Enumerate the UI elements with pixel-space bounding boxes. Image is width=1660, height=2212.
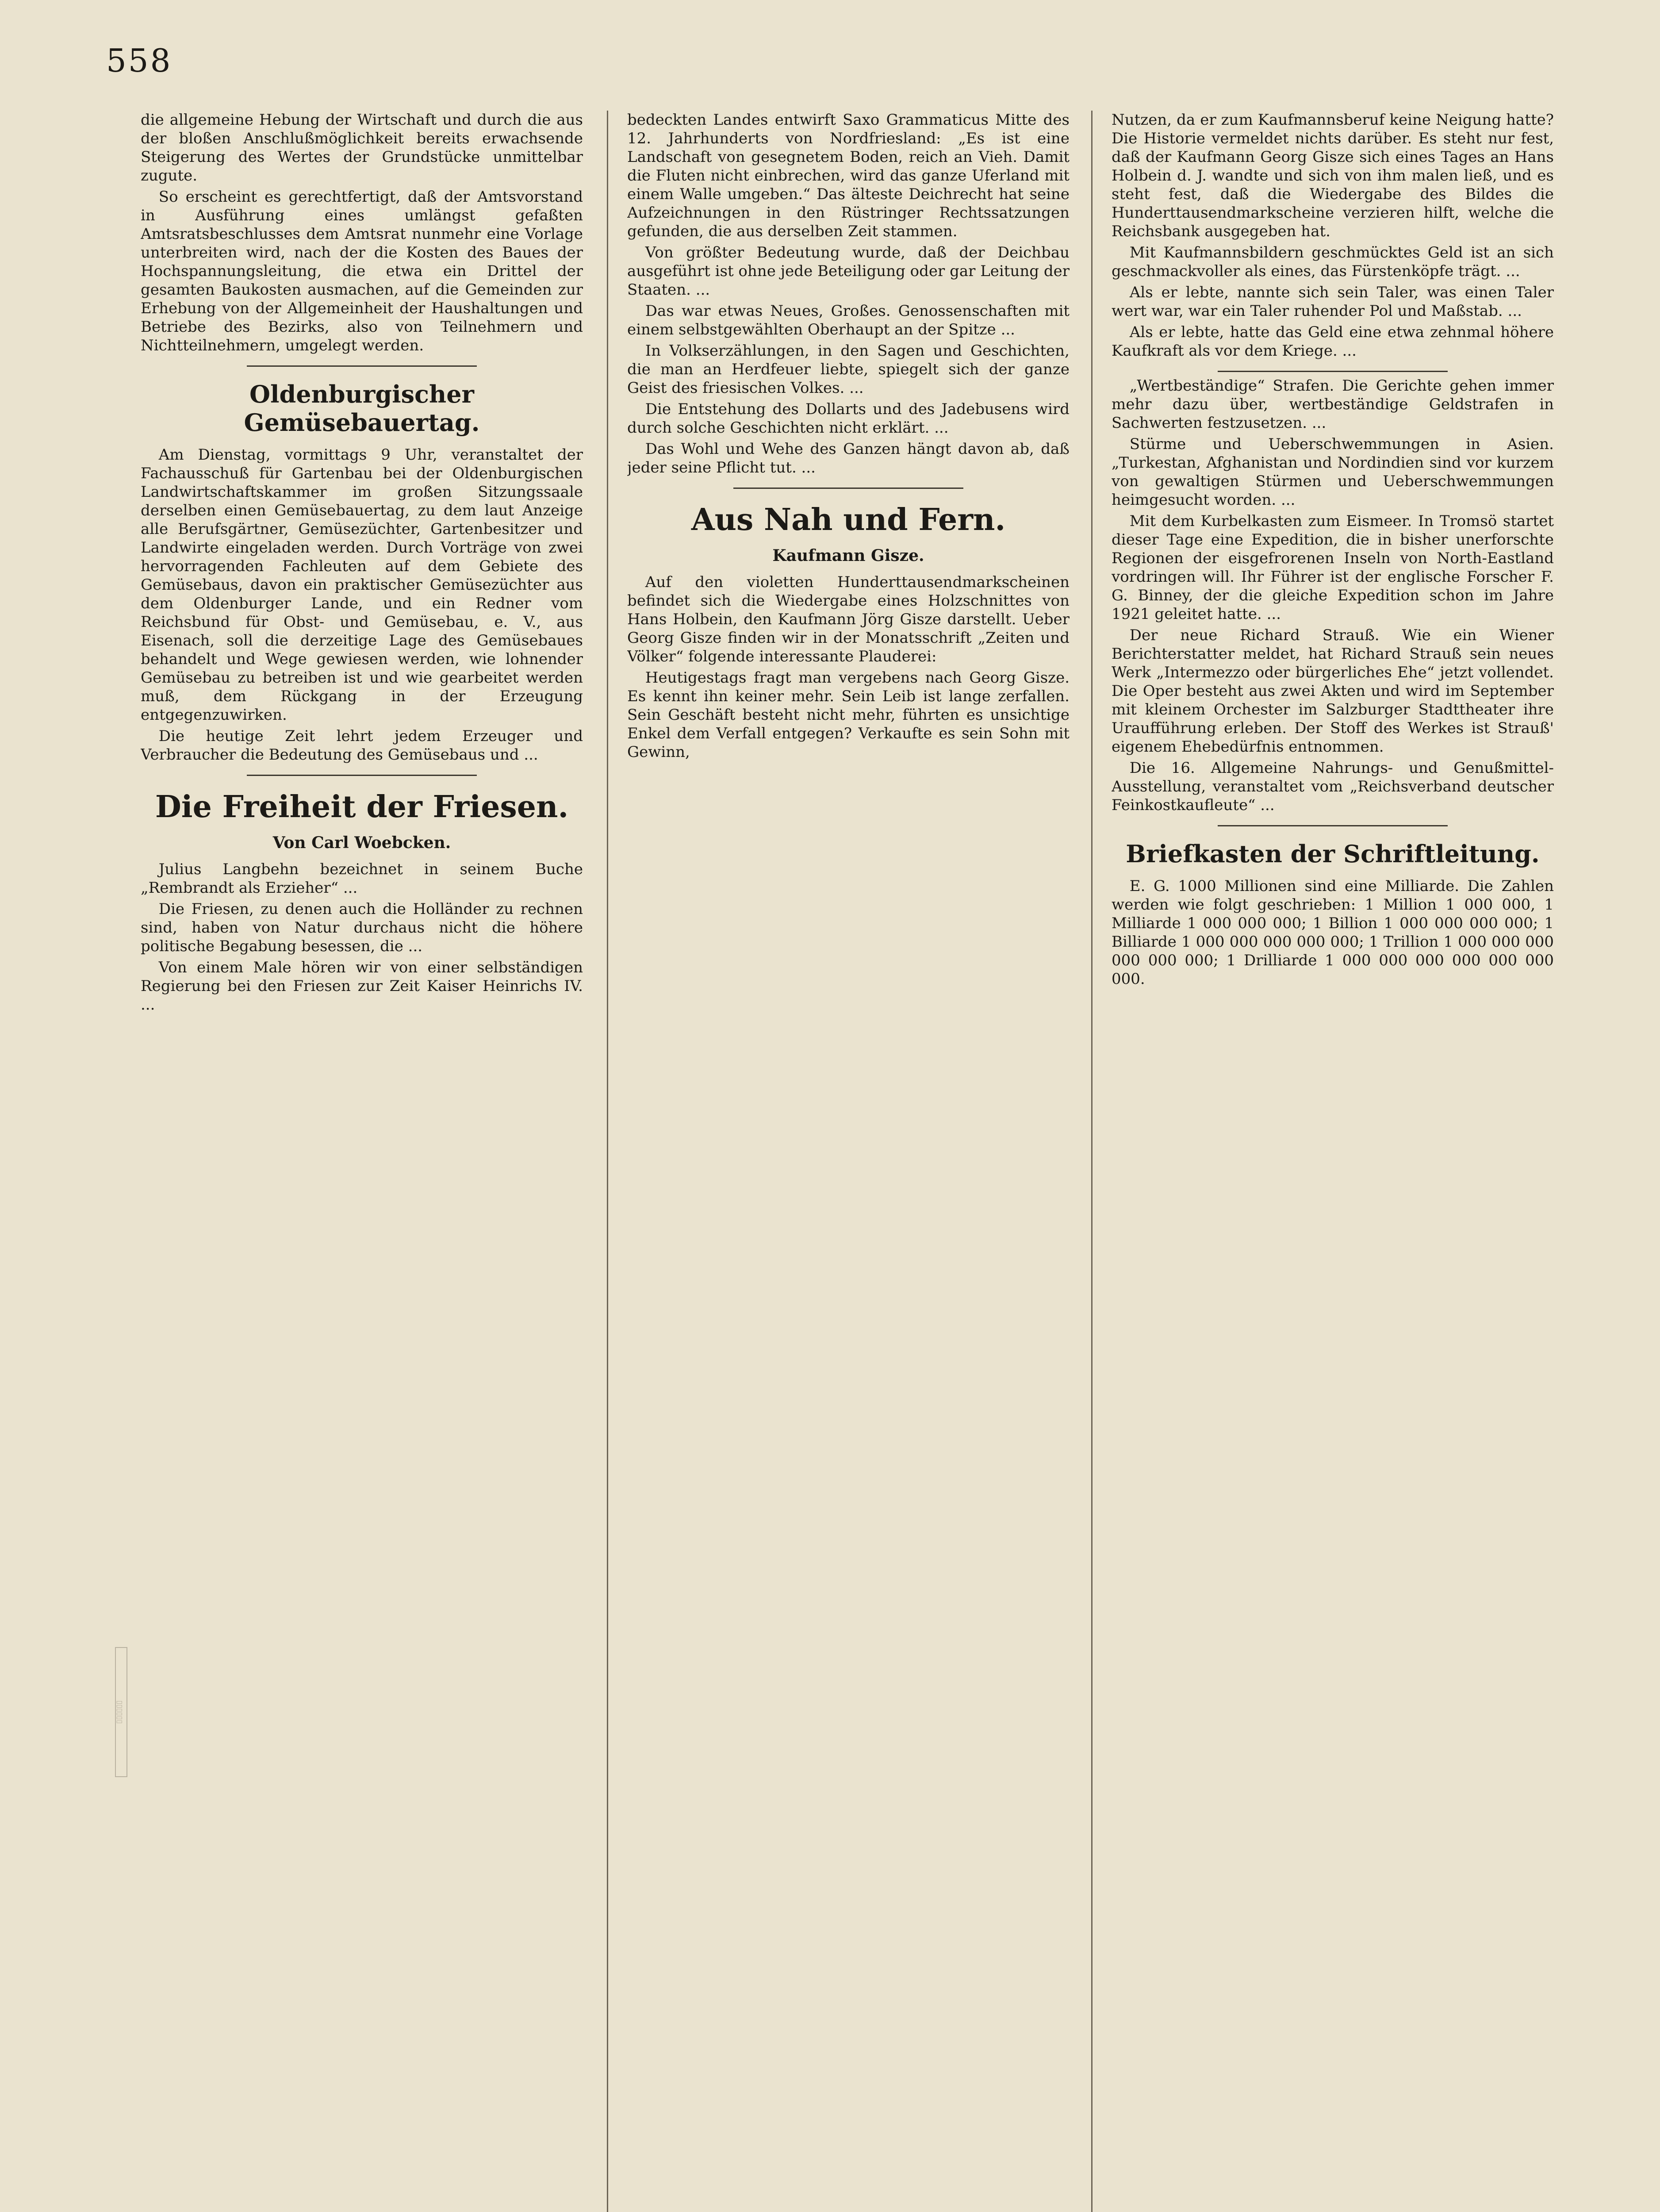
byline: Von Carl Woebcken. bbox=[272, 833, 451, 852]
paragraph: Von einem Male hören wir von einer selbständigen Regierung bei den Friesen zur Zeit Kaiser Heinrichs IV. ... bbox=[141, 959, 583, 1014]
paragraph: So erscheint es gerechtfertigt, daß der Amtsvorstand in Ausführung eines umlängst gefaßten Amtsratsbeschlusses dem Amtsrat nunmehr eine Vorlage unterbreiten wird, nach der die Kosten des Baues der Hochspannungsleitung, die etwa ein Drittel der gesamten Baukosten ausmachen, auf die Gemeinden zur Erhebung von der Allgemeinheit der Haushaltungen und Betriebe des Bezirks, also von Teilnehmern und Nichtteilnehmern, umgelegt werden. bbox=[141, 188, 583, 354]
library-stamp bbox=[113, 1646, 130, 1778]
section-divider bbox=[1218, 825, 1448, 826]
svg-text:▯▯▯▯▯▯: ▯▯▯▯▯▯ bbox=[115, 1700, 123, 1724]
column-rule bbox=[607, 111, 608, 2212]
section-divider bbox=[247, 365, 477, 367]
section-divider bbox=[1218, 371, 1448, 372]
paragraph: Der neue Richard Strauß. Wie ein Wiener Berichterstatter meldet, hat Richard Strauß sein neues Werk „Intermezzo oder bürgerliches Ehe“ jetzt vollendet. Die Oper besteht aus zwei Akten und wird im September mit kleinem Orchester im Salzburger Stadttheater ihre Uraufführung erleben. Der Stoff des Werkes ist Strauß' eigenem Ehebedürfnis entnommen. bbox=[1112, 626, 1554, 756]
column-rule bbox=[1091, 111, 1093, 2212]
paragraph: Stürme und Ueberschwemmungen in Asien. „Turkestan, Afghanistan und Nordindien sind vor kurzem von gewaltigen Stürmen und Ueberschwemmungen heimgesucht worden. ... bbox=[1112, 435, 1554, 509]
paragraph: Von größter Bedeutung wurde, daß der Deichbau ausgeführt ist ohne jede Beteiligung oder gar Leitung der Staaten. ... bbox=[627, 244, 1070, 299]
paragraph: E. G. 1000 Millionen sind eine Milliarde. Die Zahlen werden wie folgt geschrieben: 1 Million 1 000 000, 1 Milliarde 1 000 000 000; 1 Billion 1 000 000 000 000; 1 Billiarde 1 000 000 000 000 000; 1 Trillion 1 000 000 000 000 000 000; 1 Drilliarde 1 000 000 000 000 000 000 000. bbox=[1112, 877, 1554, 988]
paragraph: „Wertbeständige“ Strafen. Die Gerichte gehen immer mehr dazu über, wertbeständige Geldstrafen in Sachwerten festzusetzen. ... bbox=[1112, 377, 1554, 432]
paragraph: In Volkserzählungen, in den Sagen und Geschichten, die man an Herdfeuer liebte, spiegelt sich der ganze Geist des friesischen Volkes. ... bbox=[627, 342, 1070, 397]
paragraph: Mit Kaufmannsbildern geschmücktes Geld ist an sich geschmackvoller als eines, das Fürstenköpfe trägt. ... bbox=[1112, 244, 1554, 280]
paragraph: Das Wohl und Wehe des Ganzen hängt davon ab, daß jeder seine Pflicht tut. ... bbox=[627, 440, 1070, 476]
paragraph: Als er lebte, nannte sich sein Taler, was einen Taler wert war, war ein Taler ruhender Pol und Maßstab. ... bbox=[1112, 284, 1554, 320]
paragraph: Auf den violetten Hunderttausendmarkscheinen befindet sich die Wiedergabe eines Holzschnittes von Hans Holbein, den Kaufmann Jörg Gisze darstellt. Ueber Georg Gisze finden wir in der Monatsschrift „Zeiten und Völker“ folgende interessante Plauderei: bbox=[627, 573, 1070, 665]
paragraph: Heutigestags fragt man vergebens nach Georg Gisze. Es kennt ihn keiner mehr. Sein Leib ist lange zerfallen. Sein Geschäft besteht nicht mehr, führten es unsichtige Enkel dem Verfall entgegen? Verkaufte es sein Sohn mit Gewinn, bbox=[627, 669, 1070, 761]
page-number: 558 bbox=[106, 42, 173, 79]
paragraph: Julius Langbehn bezeichnet in seinem Buche „Rembrandt als Erzieher“ ... bbox=[141, 860, 583, 897]
section-headline: Briefkasten der Schriftleitung. bbox=[1126, 840, 1540, 868]
column-1 bbox=[141, 111, 583, 2212]
paragraph: Als er lebte, hatte das Geld eine etwa zehnmal höhere Kaufkraft als vor dem Kriege. ... bbox=[1112, 323, 1554, 360]
section-divider bbox=[247, 775, 477, 776]
paragraph: Mit dem Kurbelkasten zum Eismeer. In Tromsö startet dieser Tage eine Expedition, die in bisher unerforschte Regionen der eisgefrorenen Inseln von North-Eastland vordringen will. Ihr Führer ist der englische Forscher F. G. Binney, der die gleiche Expedition schon im Jahre 1921 geleitet hatte. ... bbox=[1112, 512, 1554, 623]
subheadline: Kaufmann Gisze. bbox=[772, 546, 924, 565]
section-divider bbox=[733, 488, 963, 489]
paragraph: Nutzen, da er zum Kaufmannsberuf keine Neigung hatte? Die Historie vermeldet nichts darüber. Es steht nur fest, daß der Kaufmann Georg Gisze sich eines Tages an Hans Holbein d. J. wandte und sich von ihm malen ließ, und es steht fest, daß die Wiedergabe des Bildes die Hunderttausendmarkscheine verzieren hilft, welche die Reichsbank ausgegeben hat. bbox=[1112, 111, 1554, 240]
column-3 bbox=[1112, 111, 1554, 2212]
paragraph: Das war etwas Neues, Großes. Genossenschaften mit einem selbstgewählten Oberhaupt an der Spitze ... bbox=[627, 302, 1070, 338]
paragraph: Die heutige Zeit lehrt jedem Erzeuger und Verbraucher die Bedeutung des Gemüsebaus und ... bbox=[141, 727, 583, 764]
paragraph: Die Entstehung des Dollarts und des Jadebusens wird durch solche Geschichten nicht erklärt. ... bbox=[627, 400, 1070, 437]
paragraph: Die Friesen, zu denen auch die Holländer zu rechnen sind, haben von Natur durchaus nicht die höhere politische Begabung besessen, die ... bbox=[141, 900, 583, 955]
paragraph: die allgemeine Hebung der Wirtschaft und durch die aus der bloßen Anschlußmöglichkeit bereits erwachsende Steigerung des Wertes der Grundstücke unmittelbar zugute. bbox=[141, 111, 583, 184]
article-headline: Die Freiheit der Friesen. bbox=[155, 789, 569, 825]
paragraph: bedeckten Landes entwirft Saxo Grammaticus Mitte des 12. Jahrhunderts von Nordfriesland: „Es ist eine Landschaft von gesegnetem Boden, reich an Vieh. Damit die Fluten nicht einbrechen, wird das ganze Uferland mit einem Walle umgeben.“ Das älteste Deichrecht hat seine Aufzeichnungen in den Rüstringer Rechtssatzungen gefunden, die aus derselben Zeit stammen. bbox=[627, 111, 1070, 240]
section-headline: Aus Nah und Fern. bbox=[691, 502, 1006, 538]
paragraph: Die 16. Allgemeine Nahrungs- und Genußmittel-Ausstellung, veranstaltet vom „Reichsverband deutscher Feinkostkaufleute“ ... bbox=[1112, 759, 1554, 814]
column-2 bbox=[627, 111, 1070, 2212]
article-headline: Oldenburgischer Gemüsebauertag. bbox=[244, 380, 480, 437]
paragraph: Am Dienstag, vormittags 9 Uhr, veranstaltet der Fachausschuß für Gartenbau bei der Oldenburgischen Landwirtschaftskammer im großen Sitzungssaale derselben einen Gemüsebauertag, zu dem laut Anzeige alle Berufsgärtner, Gemüsezüchter, Gartenbesitzer und Landwirte eingeladen werden. Durch Vorträge von zwei hervorragenden Fachleuten auf dem Gebiete des Gemüsebaus, davon ein praktischer Gemüsezüchter aus dem Oldenburger Lande, und ein Redner vom Reichsbund für Obst- und Gemüsebau, e. V., aus Eisenach, soll die derzeitige Lage des Gemüsebaues behandelt und Wege gewiesen werden, wie lohnender Gemüsebau zu betreiben ist und wie gearbeitet werden muß, dem Rückgang in der Erzeugung entgegenzuwirken. bbox=[141, 446, 583, 724]
